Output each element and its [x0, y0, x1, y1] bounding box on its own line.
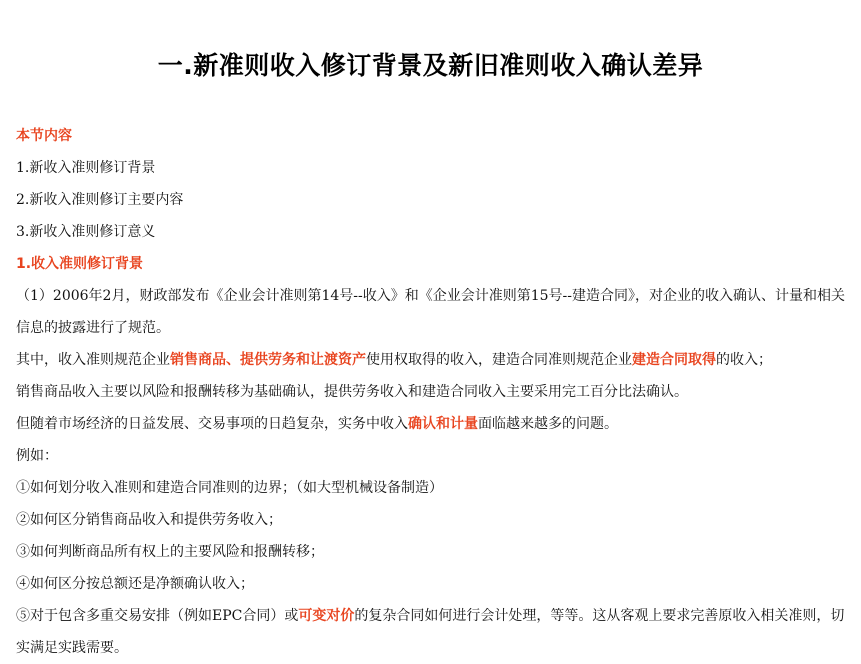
paragraph-background: （1）2006年2月，财政部发布《企业会计准则第14号--收入》和《企业会计准则第15号--建造合同》，对企业的收入确认、计量和相关信息的披露进行了规范。	[16, 288, 845, 336]
subsection-heading: 1.收入准则修订背景	[16, 256, 144, 272]
paragraph-problems	[16, 408, 852, 440]
highlight-text: 销售商品、提供劳务和让渡资产	[170, 352, 366, 368]
example-item-3: ③如何判断商品所有权上的主要风险和报酬转移；	[16, 544, 324, 560]
text-segment: 使用权取得的收入，建造合同准则规范企业	[366, 352, 632, 368]
page-title: 一.新准则收入修订背景及新旧准则收入确认差异	[157, 51, 704, 80]
highlight-text: 确认和计量	[408, 416, 478, 432]
example-item-2: ②如何区分销售商品收入和提供劳务收入；	[16, 512, 282, 528]
toc-item-2: 2.新收入准则修订主要内容	[16, 192, 184, 208]
example-item-1: ①如何划分收入准则和建造合同准则的边界；（如大型机械设备制造）	[16, 480, 443, 496]
text-segment: 其中，收入准则规范企业	[16, 352, 170, 368]
text-segment: 面临越来越多的问题。	[478, 416, 618, 432]
highlight-text: 建造合同取得	[632, 352, 716, 368]
example-item-4: ④如何区分按总额还是净额确认收入；	[16, 576, 254, 592]
toc-item-1: 1.新收入准则修订背景	[16, 160, 156, 176]
paragraph-scope	[16, 344, 852, 376]
paragraph-recognition: 销售商品收入主要以风险和报酬转移为基础确认，提供劳务收入和建造合同收入主要采用完工百分比法确认。	[16, 384, 688, 400]
example-label: 例如：	[16, 448, 58, 464]
text-segment: 的收入；	[716, 352, 772, 368]
text-segment: 的复杂合同如何进行会计处理，等等。这从客观上要求完善原收入相关准则，切实满足实践需要。	[16, 608, 845, 656]
toc-item-3: 3.新收入准则修订意义	[16, 224, 156, 240]
text-segment: 但随着市场经济的日益发展、交易事项的日趋复杂，实务中收入	[16, 416, 408, 432]
section-heading: 本节内容	[16, 128, 72, 144]
document-body	[16, 120, 852, 664]
example-item-5	[16, 600, 852, 664]
text-segment: ⑤对于包含多重交易安排（例如EPC合同）或	[16, 608, 299, 624]
highlight-text: 可变对价	[298, 608, 355, 624]
